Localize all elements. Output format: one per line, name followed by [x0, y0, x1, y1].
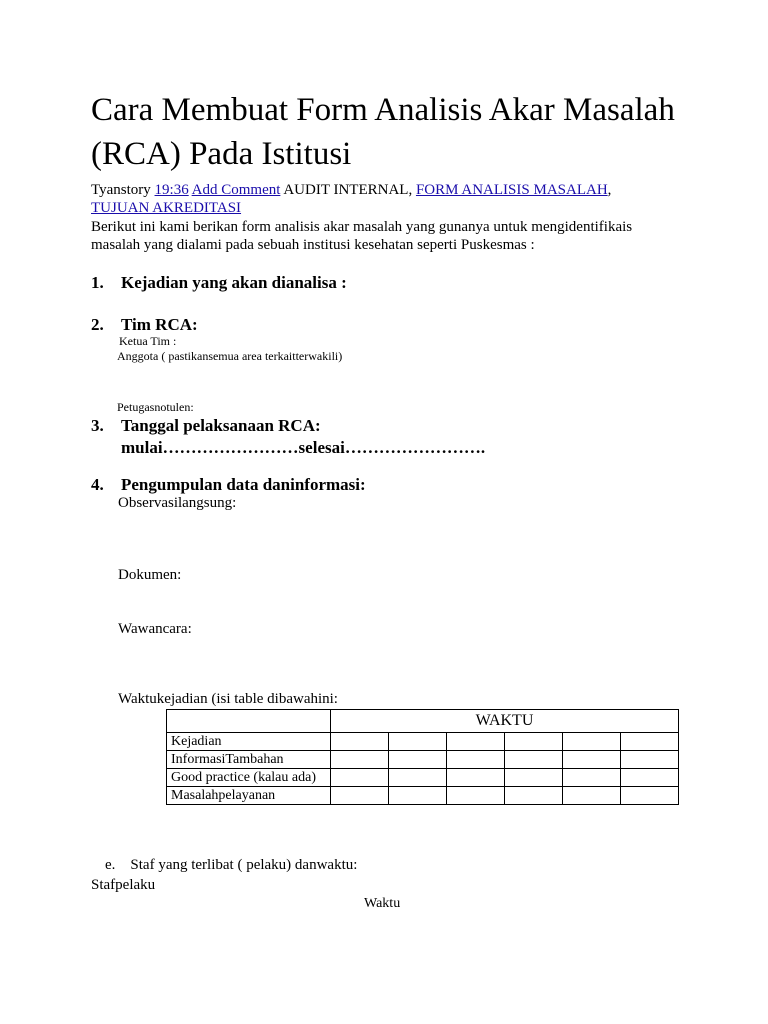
wawancara-label: Wawancara: [118, 621, 192, 637]
waktu-kejadian-label: Waktukejadian (isi table dibawahini: [118, 691, 338, 707]
table-cell [446, 751, 504, 769]
table-cell [388, 751, 446, 769]
separator: , [607, 182, 612, 198]
section-1-heading [91, 273, 347, 293]
anggota-label: Anggota ( pastikansemua area terkaitterwakili) [117, 349, 343, 363]
table-cell [446, 733, 504, 751]
table-cell [504, 751, 562, 769]
table-cell [562, 787, 620, 805]
table-header-row [167, 710, 679, 733]
section-4-heading [91, 475, 366, 495]
post-meta [91, 181, 691, 217]
observasi-label: Observasilangsung: [118, 495, 237, 511]
row-label: Kejadian [167, 733, 331, 751]
table-cell [446, 787, 504, 805]
table-cell [388, 769, 446, 787]
table-cell [562, 733, 620, 751]
category-form-analisis-link[interactable]: FORM ANALISIS MASALAH [415, 182, 608, 198]
table-cell [620, 733, 678, 751]
table-cell [388, 733, 446, 751]
section-label: Pengumpulan data daninformasi: [121, 475, 366, 494]
page-title: Cara Membuat Form Analisis Akar Masalah (RCA) Pada Istitusi [91, 92, 675, 172]
table-cell [504, 787, 562, 805]
table-row [167, 769, 679, 787]
section-e-heading: e. Staf yang terlibat ( pelaku) danwaktu: [105, 857, 358, 873]
section-label: Kejadian yang akan dianalisa : [121, 273, 347, 292]
table-row [167, 787, 679, 805]
section-2-heading [91, 315, 198, 335]
table-cell [620, 769, 678, 787]
section-label: Tanggal pelaksanaan RCA: [121, 416, 321, 435]
post-time-link[interactable]: 19:36 [154, 182, 189, 198]
date-range-line: mulai……………………selesai……………………. [121, 438, 486, 457]
table-cell [331, 787, 389, 805]
add-comment-link[interactable]: Add Comment [191, 182, 281, 198]
dokumen-label: Dokumen: [118, 567, 182, 583]
ketua-tim-label: Ketua Tim : [119, 334, 177, 348]
waktu-label: Waktu [364, 896, 401, 911]
table-cell [620, 751, 678, 769]
table-cell [388, 787, 446, 805]
intro-paragraph: Berikut ini kami berikan form analisis akar masalah yang gunanya untuk mengidentifikais masalah yang dialami pada sebuah institusi kesehatan seperti Puskesmas : [91, 219, 633, 253]
table-cell [446, 769, 504, 787]
table-header-waktu: WAKTU [331, 710, 679, 733]
row-label: Masalahpelayanan [167, 787, 331, 805]
staf-pelaku-label: Stafpelaku [91, 877, 156, 893]
table-cell [331, 751, 389, 769]
section-number: 2. [91, 315, 104, 334]
section-number: 1. [91, 273, 104, 292]
section-number: 4. [91, 475, 104, 494]
waktu-table [166, 709, 679, 805]
category-tujuan-akreditasi-link[interactable]: TUJUAN AKREDITASI [91, 200, 242, 216]
table-row [167, 733, 679, 751]
row-label: Good practice (kalau ada) [167, 769, 331, 787]
table-cell [562, 751, 620, 769]
table-cell [504, 733, 562, 751]
table-cell [167, 710, 331, 733]
table-cell [504, 769, 562, 787]
section-number: 3. [91, 416, 104, 435]
author-name: Tyanstory [91, 182, 151, 198]
table-cell [620, 787, 678, 805]
table-cell [562, 769, 620, 787]
separator: , [408, 182, 413, 198]
section-3-heading [91, 416, 321, 436]
table-row [167, 751, 679, 769]
petugas-notulen-label: Petugasnotulen: [117, 400, 194, 414]
table-cell [331, 733, 389, 751]
section-label: Tim RCA: [121, 315, 198, 334]
row-label: InformasiTambahan [167, 751, 331, 769]
table-cell [331, 769, 389, 787]
category-audit-internal[interactable]: AUDIT INTERNAL [283, 182, 409, 198]
